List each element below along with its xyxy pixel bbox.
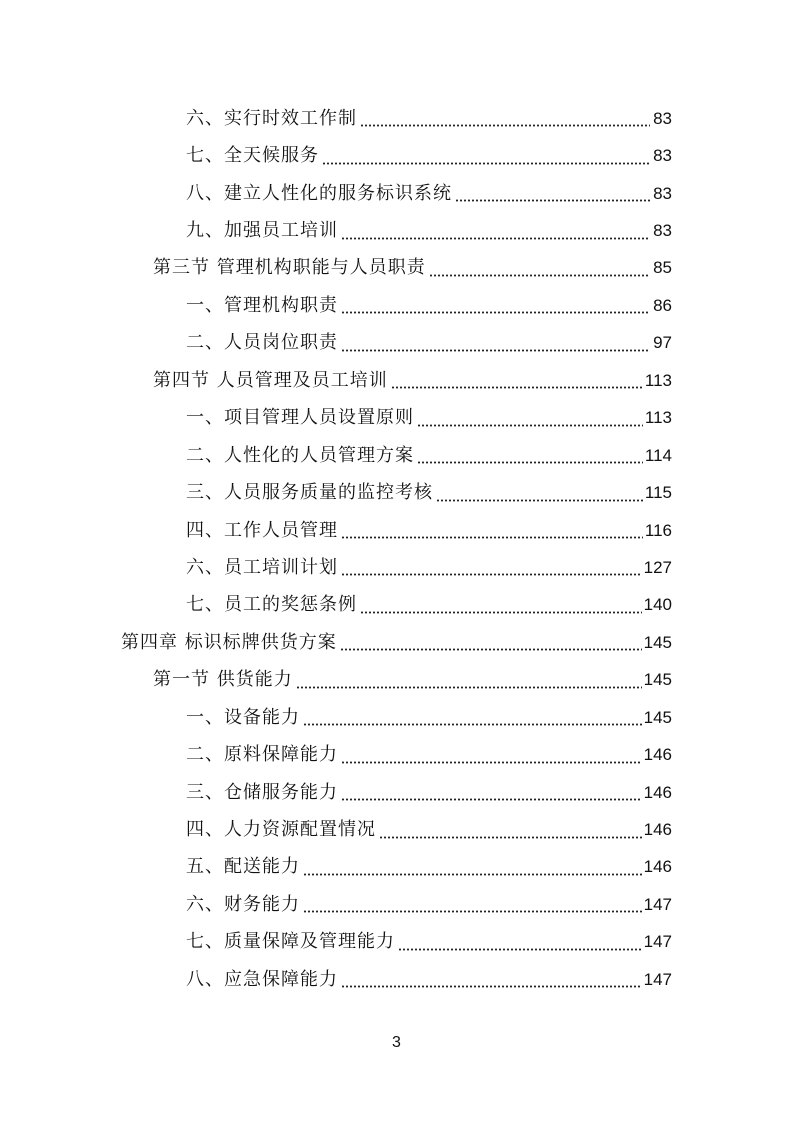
toc-entry-title: 七、员工的奖惩条例 [186,594,357,616]
toc-entry-page: 114 [644,445,672,465]
toc-entry-title: 第四章 标识标牌供货方案 [121,631,337,653]
toc-entry-title: 四、工作人员管理 [186,519,338,541]
toc-entry-page: 86 [653,295,672,315]
toc-entry[interactable] [0,961,793,998]
toc-entry-page: 146 [643,782,672,802]
toc-entry-title: 一、设备能力 [186,706,300,728]
dot-leader [322,162,650,165]
dot-leader [341,536,643,539]
toc-entry[interactable] [0,736,793,773]
toc-section-entry[interactable] [0,362,793,399]
dot-leader [341,761,642,764]
dot-leader [417,461,643,464]
toc-section-entry[interactable] [0,662,793,699]
toc-entry-title: 二、人员岗位职责 [186,332,338,354]
toc-entry-title: 三、仓储服务能力 [186,781,338,803]
toc-section-entry[interactable] [0,250,793,287]
toc-entry-page: 127 [643,557,672,577]
toc-entry[interactable] [0,512,793,549]
toc-entry-title: 五、配送能力 [186,856,300,878]
dot-leader [429,274,650,277]
toc-entry-page: 116 [644,520,672,540]
toc-entry[interactable] [0,924,793,961]
toc-entry-title: 第四节 人员管理及员工培训 [153,369,388,391]
toc-entry-title: 一、项目管理人员设置原则 [186,407,414,429]
dot-leader [379,836,642,839]
toc-entry-page: 85 [653,258,672,278]
toc-entry[interactable] [0,325,793,362]
toc-entry-title: 第三节 管理机构职能与人员职责 [153,257,426,279]
toc-entry-title: 一、管理机构职责 [186,294,338,316]
toc-entry-page: 97 [653,333,672,353]
toc-entry[interactable] [0,849,793,886]
toc-entry-page: 146 [643,820,672,840]
toc-entry-title: 九、加强员工培训 [186,220,338,242]
toc-entry[interactable] [0,699,793,736]
toc-entry-page: 147 [643,969,672,989]
dot-leader [360,124,650,127]
toc-entry-page: 113 [644,408,672,428]
toc-entry[interactable] [0,474,793,511]
dot-leader [360,611,642,614]
toc-entry-page: 146 [643,857,672,877]
dot-leader [341,985,642,988]
dot-leader [303,873,642,876]
toc-entry-page: 147 [643,932,672,952]
toc-entry[interactable] [0,549,793,586]
toc-entry[interactable] [0,137,793,174]
toc-entry-page: 83 [653,146,672,166]
toc-entry-title: 八、建立人性化的服务标识系统 [186,182,452,204]
toc-entry[interactable] [0,811,793,848]
toc-entry-title: 七、全天候服务 [186,145,319,167]
toc-entry[interactable] [0,287,793,324]
dot-leader [341,573,642,576]
toc-entry-title: 三、人员服务质量的监控考核 [186,482,433,504]
dot-leader [436,499,643,502]
toc-entry-page: 140 [643,595,672,615]
dot-leader [303,723,642,726]
toc-entry[interactable] [0,774,793,811]
dot-leader [341,349,650,352]
dot-leader [303,910,642,913]
toc-entry[interactable] [0,175,793,212]
dot-leader [391,386,643,389]
dot-leader [455,199,650,202]
toc-entry-page: 145 [643,670,672,690]
toc-entry-page: 83 [653,108,672,128]
toc-chapter-entry[interactable] [0,624,793,661]
dot-leader [341,237,650,240]
toc-entry-title: 二、原料保障能力 [186,744,338,766]
dot-leader [296,686,642,689]
toc-entry-title: 六、财务能力 [186,893,300,915]
dot-leader [341,311,650,314]
toc-entry-title: 六、员工培训计划 [186,556,338,578]
toc-entry-title: 六、实行时效工作制 [186,107,357,129]
toc-entry[interactable] [0,587,793,624]
toc-entry-page: 115 [644,483,672,503]
dot-leader [417,424,643,427]
toc-entry-title: 第一节 供货能力 [153,669,293,691]
toc-entry[interactable] [0,886,793,923]
toc-entry-page: 83 [653,183,672,203]
toc-entry-title: 八、应急保障能力 [186,968,338,990]
toc-entry[interactable] [0,212,793,249]
toc-entry-page: 145 [643,707,672,727]
toc-entry-page: 113 [644,370,672,390]
toc-entry-title: 七、质量保障及管理能力 [186,931,395,953]
dot-leader [341,798,642,801]
toc-entry-page: 147 [643,894,672,914]
toc-entry[interactable] [0,400,793,437]
toc-entry-page: 145 [643,632,672,652]
toc-entry-title: 四、人力资源配置情况 [186,819,376,841]
toc-entry[interactable] [0,100,793,137]
toc-entry-title: 二、人性化的人员管理方案 [186,444,414,466]
table-of-contents [0,100,793,999]
toc-entry[interactable] [0,437,793,474]
dot-leader [398,948,642,951]
dot-leader [340,648,642,651]
toc-entry-page: 83 [653,221,672,241]
toc-entry-page: 146 [643,745,672,765]
page-number: 3 [392,1034,401,1051]
